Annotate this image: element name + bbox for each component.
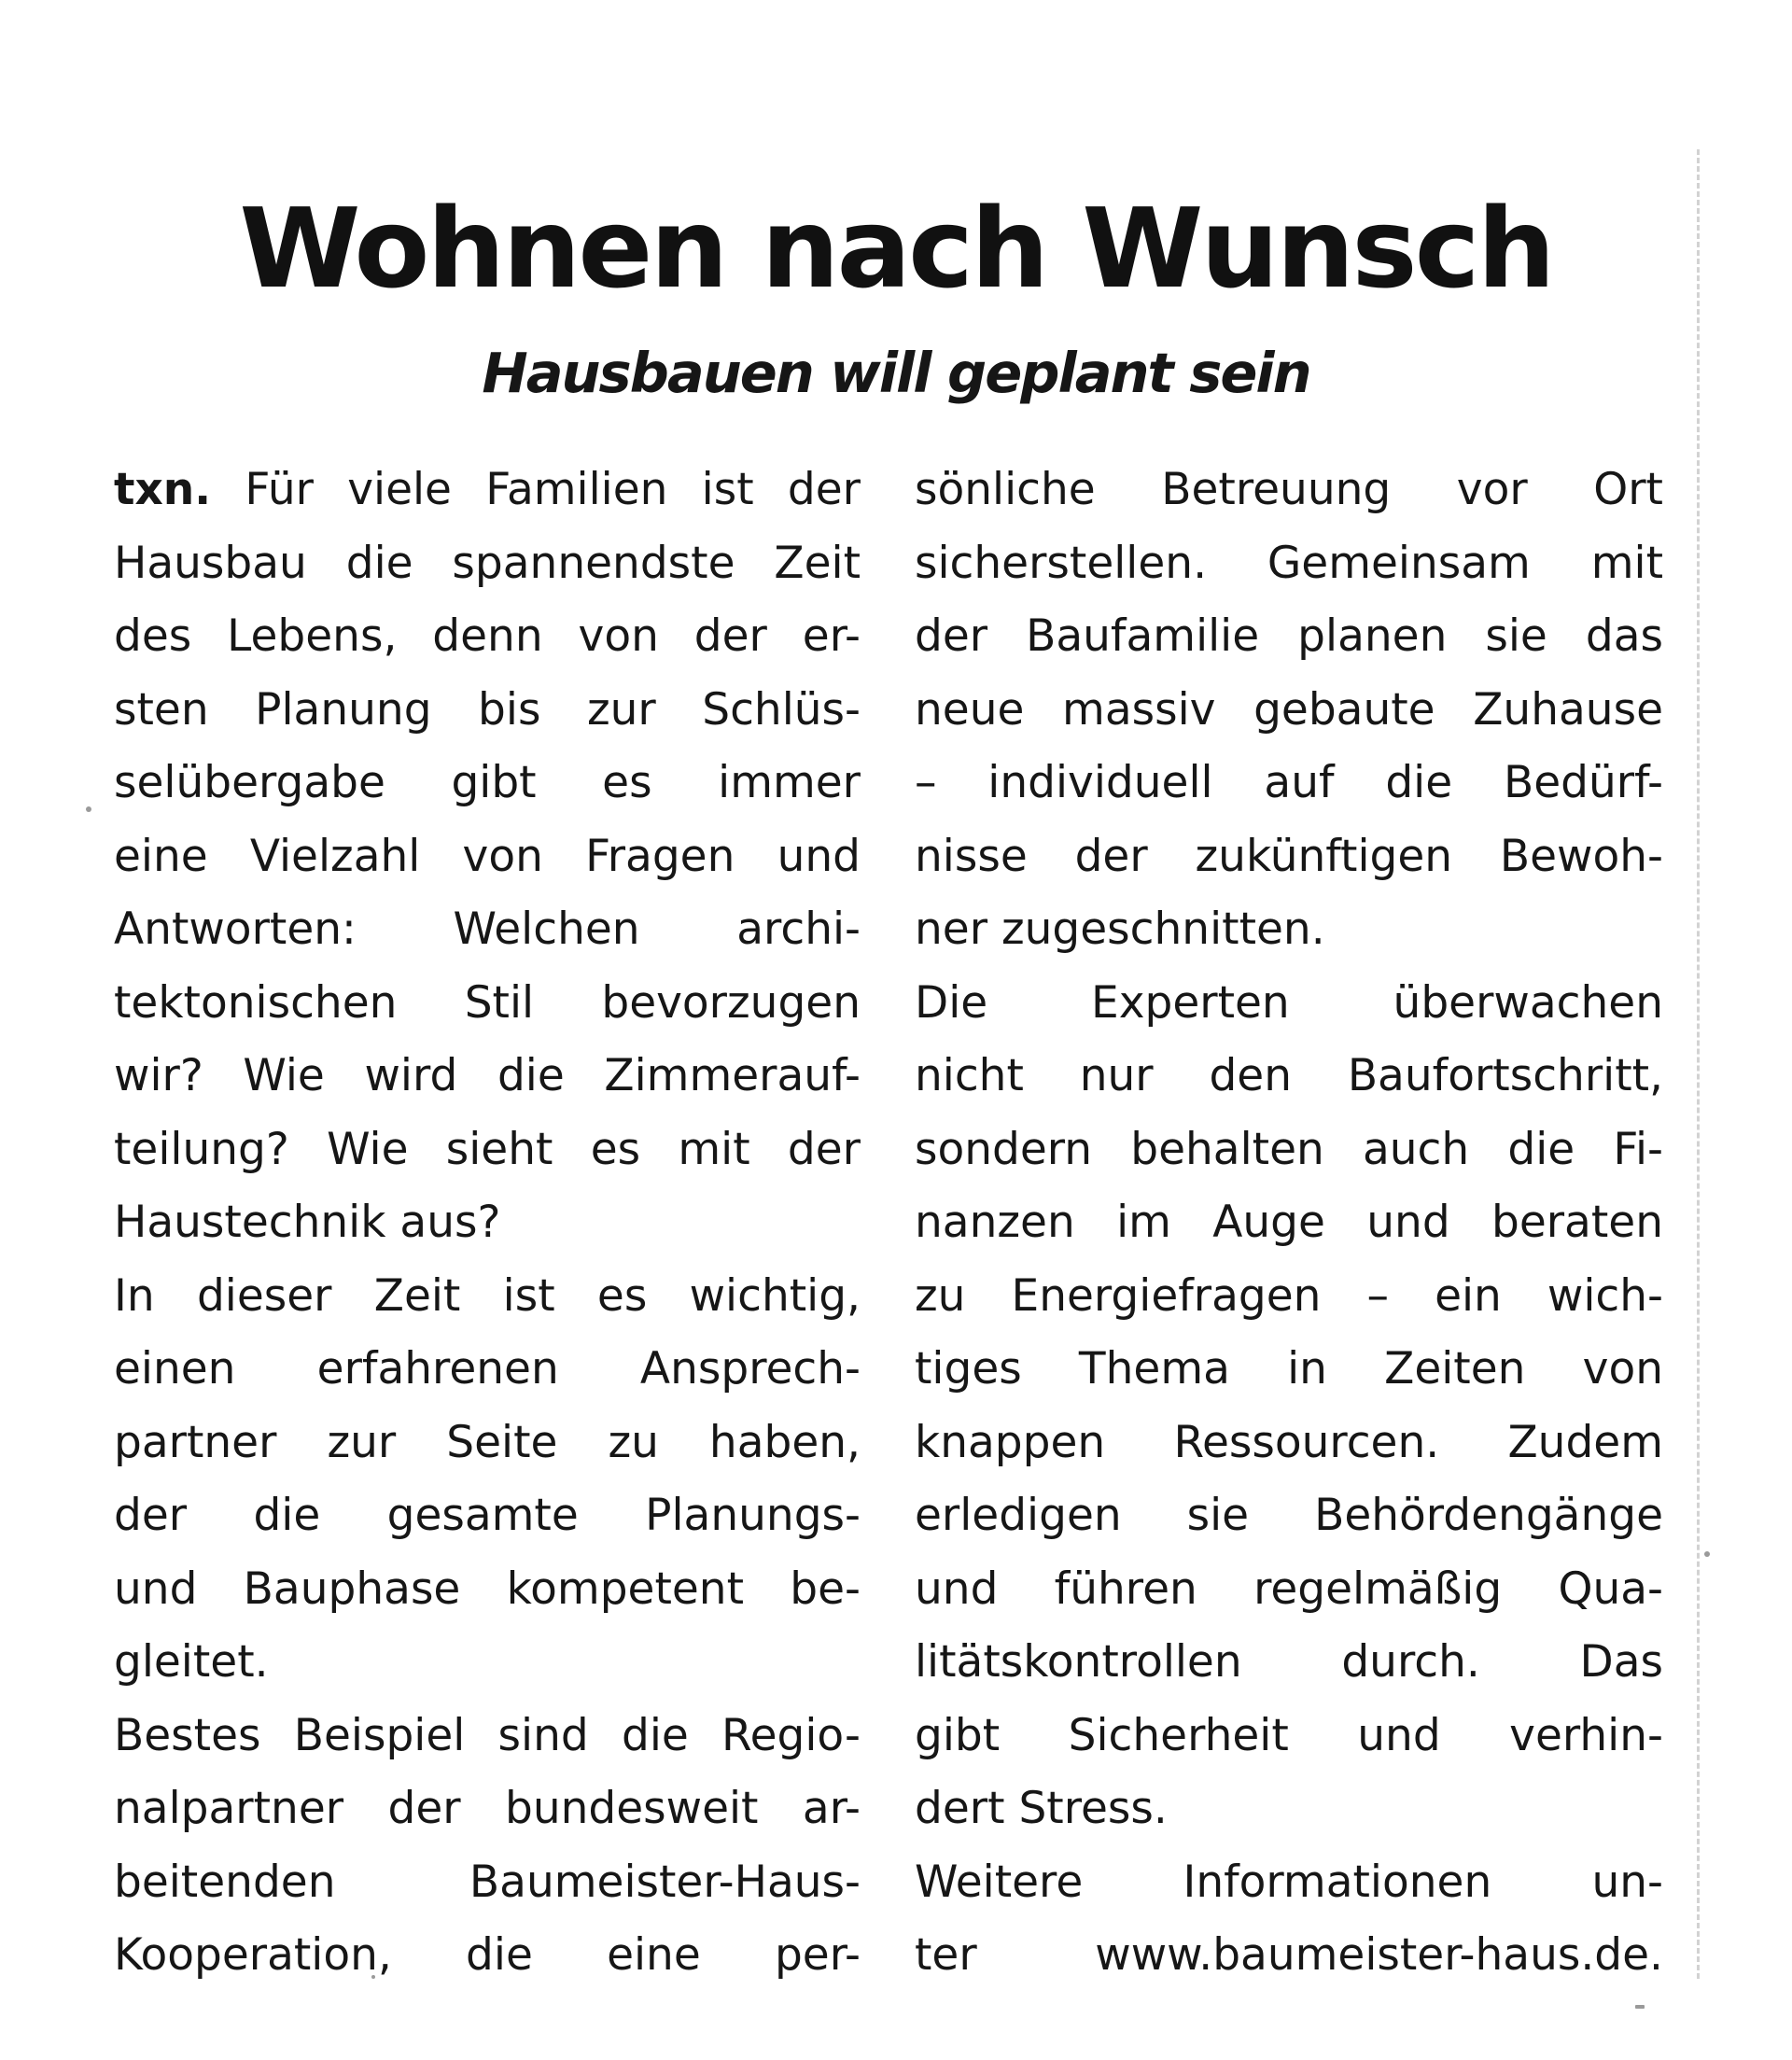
article-text-line: gleitet. (114, 1636, 269, 1688)
article-text-line: teilung? Wie sieht es mit der (114, 1123, 861, 1175)
article-text-line: nanzen im Auge und beraten (915, 1197, 1663, 1248)
article-text-line: Hausbau die spannendste Zeit (114, 537, 861, 589)
article-text-line: Bestes Beispiel sind die Regio- (114, 1709, 861, 1761)
article-text-line: Die Experten überwachen (915, 976, 1663, 1029)
article-text-line: des Lebens, denn von der er- (114, 610, 861, 662)
agency-tag: txn. (114, 464, 212, 515)
article-text-line: wir? Wie wird die Zimmerauf- (114, 1050, 861, 1101)
article-text-line: Weitere Informationen un- (915, 1856, 1663, 1908)
article-text-line (114, 454, 861, 527)
scan-speck (86, 806, 91, 812)
article-headline: Wohnen nach Wunsch (239, 184, 1553, 313)
article-text-line: eine Vielzahl von Fragen und (114, 830, 861, 882)
article-text-line: Antworten: Welchen archi- (114, 904, 861, 955)
article-text-line: sten Planung bis zur Schlüs- (114, 683, 861, 736)
article-text-line: In dieser Zeit ist es wichtig, (114, 1269, 861, 1322)
article-text-line: erledigen sie Behördengänge (915, 1490, 1663, 1541)
article-text-line: nisse der zukünftigen Bewoh- (915, 830, 1663, 882)
article-text-line: und Bauphase kompetent be- (114, 1563, 861, 1615)
article-text-line: sönliche Betreuung vor Ort (915, 464, 1663, 515)
article-text-line: ner zugeschnitten. (915, 904, 1325, 955)
article-text-line: Kooperation, die eine per- (114, 1929, 861, 1981)
article-text-line: der Baufamilie planen sie das (915, 610, 1663, 662)
article-text-line: und führen regelmäßig Qua- (915, 1563, 1663, 1615)
article-text-line: einen erfahrenen Ansprech- (114, 1343, 861, 1394)
article-text-line: der die gesamte Planungs- (114, 1490, 861, 1541)
article-column-right (915, 454, 1663, 1993)
article-text-line: partner zur Seite zu haben, (114, 1416, 861, 1468)
article-text-line: dert Stress. (915, 1783, 1168, 1834)
article-text-line: beitenden Baumeister-Haus- (114, 1856, 861, 1908)
scan-speck (1704, 1551, 1710, 1557)
article-text-line: sicherstellen. Gemeinsam mit (915, 537, 1663, 589)
article-subheadline: Hausbauen will geplant sein (482, 341, 1310, 405)
article-text-line: neue massiv gebaute Zuhause (915, 683, 1663, 736)
article-text-line: selübergabe gibt es immer (114, 757, 861, 808)
article-text: Für viele Familien ist der (245, 464, 861, 515)
article-text-line: – individuell auf die Bedürf- (915, 757, 1663, 808)
article-text-line: tiges Thema in Zeiten von (915, 1343, 1663, 1394)
scan-edge-line (1697, 149, 1700, 1979)
article-text-line: gibt Sicherheit und verhin- (915, 1709, 1663, 1761)
article-text-line: zu Energiefragen – ein wich- (915, 1269, 1663, 1322)
article-text-line: litätskontrollen durch. Das (915, 1636, 1663, 1688)
article-text-line: ter www.baumeister-haus.de. (915, 1929, 1663, 1981)
article-text-line: sondern behalten auch die Fi- (915, 1123, 1663, 1175)
article-text-line: nicht nur den Baufortschritt, (915, 1050, 1663, 1101)
article-text-line: knappen Ressourcen. Zudem (915, 1416, 1663, 1468)
article-column-left (114, 454, 861, 1993)
scan-speck (1635, 2005, 1645, 2009)
article-text-line: nalpartner der bundesweit ar- (114, 1783, 861, 1834)
article-text-line: tektonischen Stil bevorzugen (114, 976, 861, 1029)
article-text-line: Haustechnik aus? (114, 1197, 501, 1248)
